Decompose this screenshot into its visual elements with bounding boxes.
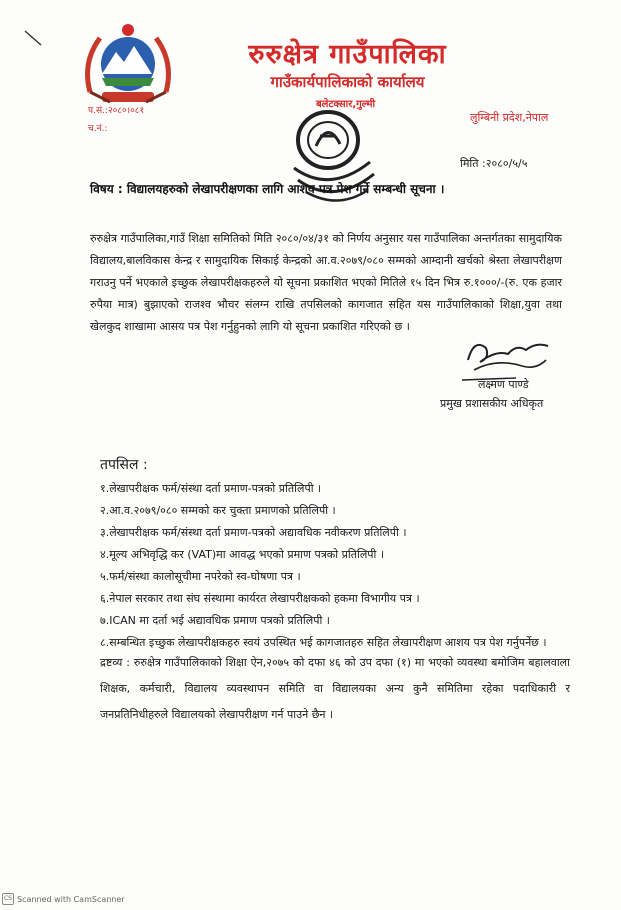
dispatch-number: च.नं.: [88, 124, 108, 134]
annex-heading: तपसिल : [100, 457, 148, 473]
reference-number: प.सं.:२०८०।०८१ [88, 106, 145, 116]
list-item: ३.लेखापरीक्षक फर्म/संस्था दर्ता प्रमाण-पत्रको अद्यावधिक नवीकरण प्रतिलिपी । [100, 526, 407, 539]
signatory-name: लक्ष्मण पाण्डे [478, 378, 529, 391]
office-address: बलेटक्सार,गुल्मी [315, 99, 376, 110]
camscanner-icon: CS [2, 893, 14, 905]
subject-line: विषय : विद्यालयहरुको लेखापरीक्षणका लागि आशय पत्र पेश गर्ने सम्बन्धी सूचना । [90, 182, 445, 196]
province-label: लुम्बिनी प्रदेश,नेपाल [470, 111, 549, 124]
scanner-watermark [2, 893, 125, 905]
list-item: ४.मूल्य अभिवृद्धि कर (VAT)मा आवद्ध भएको प्रमाण पत्रको प्रतिलिपी । [100, 548, 385, 561]
list-item: ६.नेपाल सरकार तथा संघ संस्थामा कार्यरत लेखापरीक्षकको हकमा विभागीय पत्र । [100, 592, 420, 605]
list-item: १.लेखापरीक्षक फर्म/संस्था दर्ता प्रमाण-पत्रको प्रतिलिपी । [100, 482, 322, 495]
notice-body: रुरुक्षेत्र गाउँपालिका,गाउँ शिक्षा समितिको मिति २०८०/०४/३१ को निर्णय अनुसार यस गाउँपालिका अन्तर्गतका सामुदायिक विद्यालय,बालविकास केन्द्र र सामुदायिक सिकाई केन्द्रको आ.व.२०७९/०८० सम्मको आम्दानी खर्चको श्रेस्ता लेखापरीक्षण गराउनु पर्ने भएकाले इच्छुक लेखापरीक्षकहरुले यो सूचना प्रकाशित भएको मितिले १५ दिन भित्र रु.१०००/-(रु. एक हजार रुपैया मात्र) बुझाएको राजश्व भौचर संलग्न राखि तपसिलको कागजात सहित यस गाउँपालिकाको शिक्षा,युवा तथा खेलकुद शाखामा आसय पत्र पेश गर्नुहुनको लागि यो सूचना प्रकाशित गरिएको छ । [90, 232, 562, 333]
annex-list [100, 478, 570, 654]
org-title: रुरुक्षेत्र गाउँपालिका [248, 39, 447, 70]
signatory-title: प्रमुख प्रशासकीय अधिकृत [440, 397, 544, 410]
list-item: ७.ICAN मा दर्ता भई अद्यावधिक प्रमाण पत्रको प्रतिलिपी । [100, 614, 330, 627]
scanner-label: Scanned with CamScanner [17, 894, 125, 904]
list-item: २.आ.व.२०७९/०८० सम्मको कर चुक्ता प्रमाणको प्रतिलिपी । [100, 504, 336, 517]
list-item: ८.सम्बन्धित इच्छुक लेखापरीक्षकहरु स्वयं उपस्थित भई कागजातहरु सहित लेखापरीक्षण आशय पत्र पेश गर्नुपर्नेछ । [100, 636, 547, 649]
list-item: ५.फर्म/संस्था कालोसूचीमा नपरेको स्व-घोषणा पत्र । [100, 570, 301, 583]
office-name: गाउँकार्यपालिकाको कार्यालय [270, 73, 425, 91]
letter-date: मिति :२०८०/५/५ [460, 157, 528, 170]
note-paragraph: द्रष्टव्य : रुरुक्षेत्र गाउँपालिकाको शिक्षा ऐन,२०७५ को दफा ४६ को उप दफा (१) मा भएको व्यवस्था बमोजिम बहालवाला शिक्षक, कर्मचारी, विद्यालय व्यवस्थापन समिति वा विद्यालयका अन्य कुनै समितिमा रहेका पदाधिकारी र जनप्रतिनिधीहरुले विद्यालयको लेखापरीक्षण गर्न पाउने छैन । [100, 656, 570, 721]
